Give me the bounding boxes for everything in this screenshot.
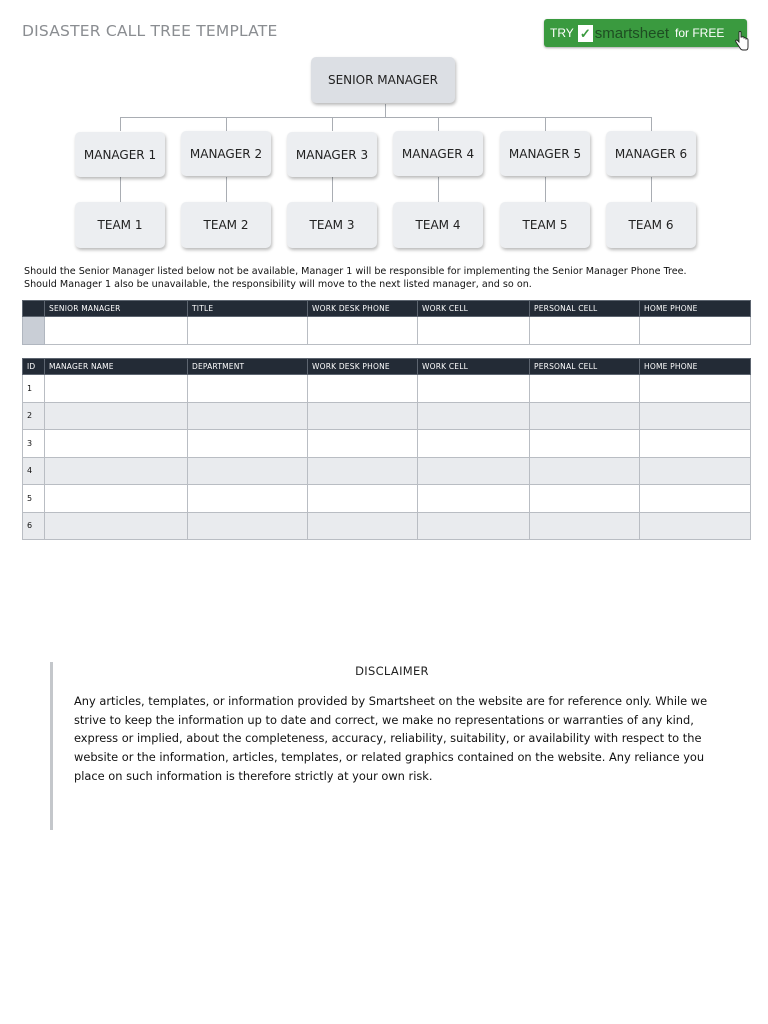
table-cell[interactable] — [188, 402, 308, 430]
manager-node: MANAGER 1 — [75, 132, 165, 177]
table-row — [23, 457, 751, 485]
column-header — [23, 301, 45, 317]
connector-senior — [385, 104, 386, 117]
column-header: WORK DESK PHONE — [308, 359, 418, 375]
manager-table — [22, 358, 751, 540]
row-id-cell — [23, 317, 45, 345]
row-id-cell: 5 — [23, 485, 45, 513]
table-cell[interactable] — [45, 317, 188, 345]
connector-t1 — [120, 177, 121, 202]
table-cell[interactable] — [308, 485, 418, 513]
promo-free-label: for FREE — [675, 26, 725, 40]
table-row — [23, 317, 751, 345]
table-cell[interactable] — [418, 317, 530, 345]
disclaimer-divider — [50, 662, 53, 830]
table-cell[interactable] — [640, 430, 751, 458]
connector-t3 — [332, 177, 333, 202]
table-cell[interactable] — [640, 317, 751, 345]
row-id-cell: 1 — [23, 375, 45, 403]
table-cell[interactable] — [45, 512, 188, 540]
table-cell[interactable] — [418, 402, 530, 430]
manager-node: MANAGER 5 — [500, 131, 590, 176]
disclaimer-body: Any articles, templates, or information provided by Smartsheet on the website are for reference only. While we strive to keep the information up to date and correct, we make no representations or warranties of any kind, express or implied, about the completeness, accuracy, reliability, suitability, or availability with respect to the website or the information, articles, templates, or related graphics contained on the website. Any reliance you place on such information is therefore strictly at your own risk. — [74, 694, 708, 783]
table-row — [23, 512, 751, 540]
instructions-note — [24, 265, 754, 291]
connector-m1 — [120, 117, 121, 131]
connector-m4 — [438, 117, 439, 131]
connector-horizontal — [120, 117, 651, 118]
senior-manager-node: SENIOR MANAGER — [311, 57, 455, 103]
team-node: TEAM 1 — [75, 202, 165, 248]
table-header-row — [23, 359, 751, 375]
table-cell[interactable] — [188, 430, 308, 458]
document-title: DISASTER CALL TREE TEMPLATE — [22, 22, 278, 40]
table-cell[interactable] — [640, 512, 751, 540]
table-cell[interactable] — [418, 512, 530, 540]
table-cell[interactable] — [530, 485, 640, 513]
connector-t4 — [438, 177, 439, 202]
table-header-row — [23, 301, 751, 317]
senior-manager-table — [22, 300, 751, 345]
table-cell[interactable] — [188, 317, 308, 345]
connector-m6 — [651, 117, 652, 131]
table-cell[interactable] — [640, 457, 751, 485]
table-cell[interactable] — [640, 485, 751, 513]
table-cell[interactable] — [530, 457, 640, 485]
team-node: TEAM 3 — [287, 202, 377, 248]
checkmark-icon: ✓ — [578, 25, 593, 42]
row-id-cell: 2 — [23, 402, 45, 430]
row-id-cell: 3 — [23, 430, 45, 458]
call-tree-diagram — [0, 0, 768, 260]
team-node: TEAM 2 — [181, 202, 271, 248]
table-cell[interactable] — [45, 375, 188, 403]
table-cell[interactable] — [308, 512, 418, 540]
column-header: WORK CELL — [418, 301, 530, 317]
team-node: TEAM 6 — [606, 202, 696, 248]
table-cell[interactable] — [45, 402, 188, 430]
note-line-2: Should Manager 1 also be unavailable, the responsibility will move to the next listed manager, and so on. — [24, 279, 532, 290]
manager-node: MANAGER 3 — [287, 132, 377, 177]
manager-node: MANAGER 6 — [606, 131, 696, 176]
table-row — [23, 430, 751, 458]
table-cell[interactable] — [418, 485, 530, 513]
table-cell[interactable] — [418, 375, 530, 403]
column-header: WORK CELL — [418, 359, 530, 375]
brand-bold: sheet — [632, 24, 669, 42]
column-header: HOME PHONE — [640, 359, 751, 375]
column-header: TITLE — [188, 301, 308, 317]
team-node: TEAM 4 — [393, 202, 483, 248]
column-header: MANAGER NAME — [45, 359, 188, 375]
table-cell[interactable] — [308, 402, 418, 430]
column-header: PERSONAL CELL — [530, 301, 640, 317]
table-cell[interactable] — [530, 375, 640, 403]
table-cell[interactable] — [530, 402, 640, 430]
brand-light: smart — [594, 24, 633, 42]
connector-m3 — [332, 117, 333, 131]
note-line-1: Should the Senior Manager listed below not be available, Manager 1 will be responsible for implementing the Senior Manager Phone Tree. — [24, 266, 687, 277]
table-cell[interactable] — [640, 375, 751, 403]
table-cell[interactable] — [188, 457, 308, 485]
table-cell[interactable] — [45, 430, 188, 458]
team-node: TEAM 5 — [500, 202, 590, 248]
disclaimer-title: DISCLAIMER — [355, 664, 429, 678]
table-row — [23, 375, 751, 403]
table-cell[interactable] — [530, 317, 640, 345]
table-cell[interactable] — [45, 485, 188, 513]
row-id-cell: 4 — [23, 457, 45, 485]
row-id-cell: 6 — [23, 512, 45, 540]
table-cell[interactable] — [188, 512, 308, 540]
table-cell[interactable] — [418, 457, 530, 485]
connector-m5 — [545, 117, 546, 131]
table-cell[interactable] — [530, 430, 640, 458]
table-cell[interactable] — [308, 430, 418, 458]
manager-node: MANAGER 4 — [393, 131, 483, 176]
promo-try-label: TRY — [550, 26, 574, 40]
connector-t6 — [651, 177, 652, 202]
table-row — [23, 485, 751, 513]
table-cell[interactable] — [45, 457, 188, 485]
table-row — [23, 402, 751, 430]
connector-t5 — [545, 177, 546, 202]
column-header: PERSONAL CELL — [530, 359, 640, 375]
connector-m2 — [226, 117, 227, 131]
table-cell[interactable] — [308, 317, 418, 345]
table-cell[interactable] — [188, 485, 308, 513]
column-header: DEPARTMENT — [188, 359, 308, 375]
table-cell[interactable] — [640, 402, 751, 430]
table-cell[interactable] — [308, 375, 418, 403]
table-cell[interactable] — [530, 512, 640, 540]
column-header: HOME PHONE — [640, 301, 751, 317]
column-header: ID — [23, 359, 45, 375]
table-cell[interactable] — [188, 375, 308, 403]
column-header: WORK DESK PHONE — [308, 301, 418, 317]
column-header: SENIOR MANAGER — [45, 301, 188, 317]
manager-node: MANAGER 2 — [181, 131, 271, 176]
table-cell[interactable] — [308, 457, 418, 485]
table-cell[interactable] — [418, 430, 530, 458]
connector-t2 — [226, 177, 227, 202]
